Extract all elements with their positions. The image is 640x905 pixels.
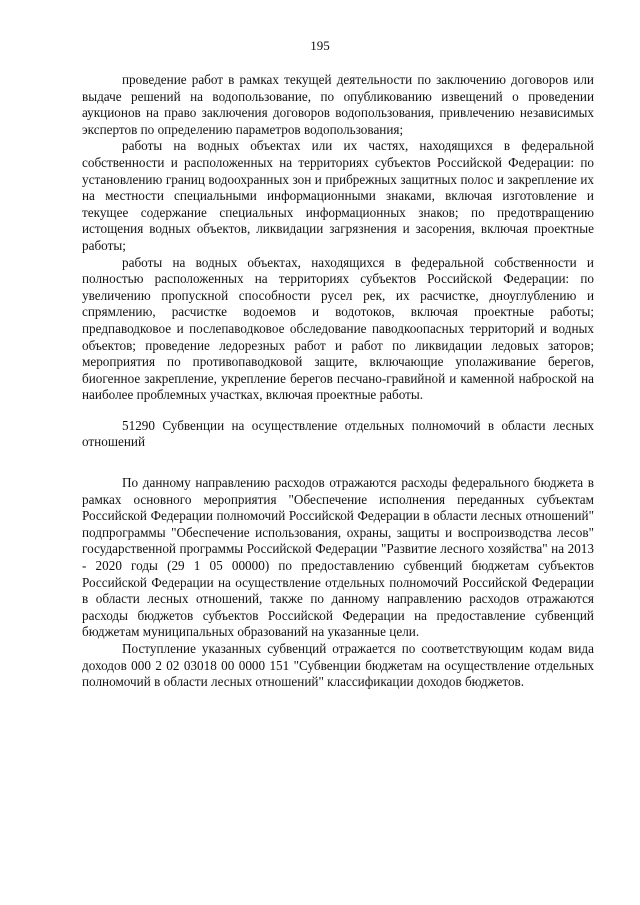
document-body xyxy=(82,72,594,691)
paragraph-water-protection-zones: работы на водных объектах или их частях, находящихся в федеральной собственности и расположенных на территориях субъектов Российской Федерации: по установлению границ водоохранных зон и прибрежных защитных полос и закрепление их на местности специальными информационными знаками, включая изготовление и текущее содержание специальных информационных знаков; по предотвращению истощения водных объектов, ликвидации загрязнения и засорения, включая проектные работы; xyxy=(82,138,594,253)
paragraph-riverbed-works: работы на водных объектах, находящихся в федеральной собственности и полностью расположенных на территориях субъектов Российской Федерации: по увеличению пропускной способности русел рек, их расчистке, дноуглублению и спрямлению, расчистке водоемов и водотоков, включая проектные работы; предпаводковое и послепаводковое обследование паводкоопасных территорий и водных объектов; проведение ледорезных работ и работ по ликвидации ледовых заторов; мероприятия по противопаводковой защите, включающие уполаживание берегов, биогенное закрепление, укрепление берегов песчано-гравийной и каменной наброской на наиболее проблемных участках, включая проектные работы. xyxy=(82,254,594,403)
spacer xyxy=(82,451,594,475)
paragraph-subvention-income: Поступление указанных субвенций отражается по соответствующим кодам вида доходов 000 2 02 03018 00 0000 151 "Субвенции бюджетам на осуществление отдельных полномочий в области лесных отношений" классификации доходов бюджетов. xyxy=(82,641,594,690)
spacer xyxy=(82,404,594,418)
paragraph-water-use-contracts: проведение работ в рамках текущей деятельности по заключению договоров или выдаче решений на водопользование, по опубликованию извещений о проведении аукционов на право заключения договоров водопользования, привлечению независимых экспертов по определению параметров водопользования; xyxy=(82,72,594,137)
page-number: 195 xyxy=(310,38,330,53)
paragraph-subvention-expenses: По данному направлению расходов отражаются расходы федерального бюджета в рамках основного мероприятия "Обеспечение исполнения переданных субъектам Российской Федерации полномочий Российской Федерации в области лесных отношений" подпрограммы "Обеспечение использования, охраны, защиты и воспроизводства лесов" государственной программы Российской Федерации "Развитие лесного хозяйства" на 2013 - 2020 годы (29 1 05 00000) по предоставлению субвенций бюджетам субъектов Российской Федерации на осуществление отдельных полномочий Российской Федерации в области лесных отношений, также по данному направлению расходов отражаются расходы бюджетов субъектов Российской Федерации на предоставление субвенций бюджетам муниципальных образований на указанные цели. xyxy=(82,475,594,640)
section-heading: 51290 Субвенции на осуществление отдельных полномочий в области лесных отношений xyxy=(82,417,594,450)
